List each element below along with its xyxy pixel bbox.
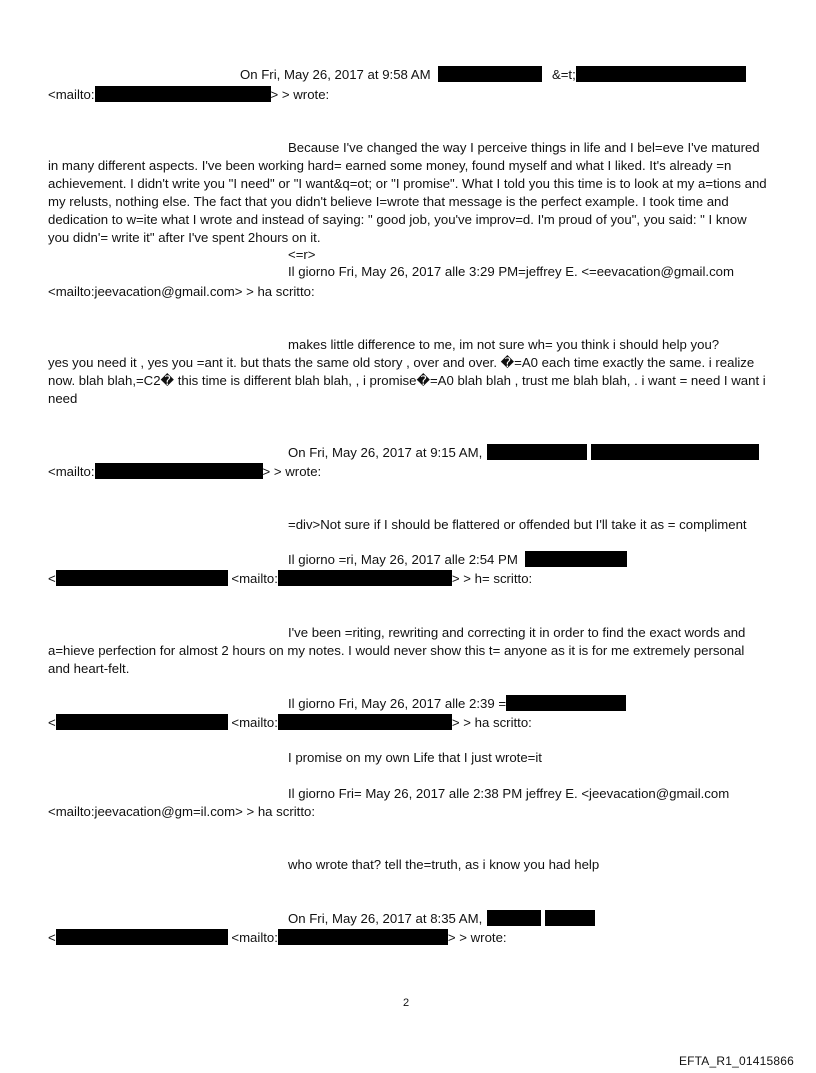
message-text: who wrote that? tell the=truth, as i know you had help — [288, 857, 600, 872]
redaction-block — [56, 570, 228, 586]
header-line — [288, 551, 627, 569]
header-line — [48, 714, 532, 732]
redaction-block — [591, 444, 759, 460]
redaction-block — [487, 444, 587, 460]
header-line — [48, 570, 532, 588]
message-text: a=hieve perfection for almost 2 hours on my notes. I would never show this t= anyone as it is for me extremely personal and heart-felt. — [48, 643, 745, 676]
angle-bracket: < — [48, 930, 56, 945]
mailto-prefix: <mailto: — [48, 464, 95, 479]
angle-bracket: < — [48, 715, 56, 730]
header-wrote: > > wrote: — [262, 464, 322, 479]
redaction-block — [56, 929, 228, 945]
header-date: On Fri, May 26, 2017 at 8:35 AM, — [288, 911, 483, 926]
header-line: Il giorno Fri, May 26, 2017 alle 3:29 PM=jeffrey E. <=eevacation@gmail.com — [288, 264, 734, 279]
mailto-prefix: <mailto: — [48, 87, 95, 102]
redaction-block — [576, 66, 746, 82]
redaction-block — [278, 714, 452, 730]
header-date: On Fri, May 26, 2017 at 9:58 AM — [240, 67, 431, 82]
header-wrote: > > h= scritto: — [451, 571, 533, 586]
redaction-block — [487, 910, 541, 926]
message-body — [48, 139, 770, 247]
header-line — [240, 66, 746, 84]
message-first-line: Because I've changed the way I perceive things in life and I bel=eve I've matured — [288, 140, 760, 155]
redaction-block — [525, 551, 627, 567]
header-line: <mailto:jeevacation@gmail.com> > ha scritto: — [48, 284, 315, 299]
header-line: Il giorno Fri= May 26, 2017 alle 2:38 PM jeffrey E. <jeevacation@gmail.com — [288, 786, 730, 801]
redaction-block — [95, 463, 263, 479]
page-number: 2 — [403, 997, 410, 1009]
header-line — [288, 910, 595, 928]
redaction-block — [278, 570, 452, 586]
angle-bracket: < — [48, 571, 56, 586]
redaction-block — [278, 929, 448, 945]
redaction-block — [438, 66, 542, 82]
header-wrote: > > wrote: — [447, 930, 507, 945]
header-date: On Fri, May 26, 2017 at 9:15 AM, — [288, 445, 483, 460]
header-wrote: > > ha scritto: — [451, 715, 532, 730]
mailto-prefix: <mailto: — [231, 930, 278, 945]
message-first-line: I've been =riting, rewriting and correcting it in order to find the exact words and — [288, 625, 746, 640]
header-wrote: > > wrote: — [270, 87, 330, 102]
message-text: in many different aspects. I've been working hard= earned some money, found myself and what I liked. It's already =n achievement. I didn't write you "I need" or "I want&q=ot; or "I promise". What I told you this time is to look at my a=tions and my relusts, nothing else. The fact that you didn't believe I=wrote that message is the perfect example. I took time and dedication to w=ite what I wrote and instead of saying: " good job, you've improv=d. I'm proud of you", you said: " I know you didn'= write it" after I've spent 2hours on it. — [48, 158, 767, 245]
message-body — [48, 624, 770, 678]
redaction-block — [545, 910, 595, 926]
redaction-block — [506, 695, 626, 711]
redaction-block — [95, 86, 271, 102]
mailto-prefix: <mailto: — [231, 571, 278, 586]
message-text: I promise on my own Life that I just wrote=it — [288, 750, 542, 765]
header-date: Il giorno Fri, May 26, 2017 alle 2:39 = — [288, 696, 507, 711]
header-line — [288, 444, 759, 462]
header-fragment: &=t; — [551, 67, 576, 82]
message-text: =div>Not sure if I should be flattered or offended but I'll take it as = compliment — [288, 517, 747, 532]
header-date: Il giorno =ri, May 26, 2017 alle 2:54 PM — [288, 552, 518, 567]
message-text: yes you need it , yes you =ant it. but thats the same old story , over and over. �=A0 each time exactly the same. i realize now. blah blah,=C2� this time is different blah blah, , i promise�=A0 blah blah , trust me blah blah, . i want = need I want i need — [48, 355, 766, 406]
redaction-block — [56, 714, 228, 730]
message-first-line: makes little difference to me, im not sure wh= you think i should help you? — [288, 337, 720, 352]
header-line — [48, 86, 329, 104]
header-line — [48, 929, 507, 947]
header-line — [48, 463, 321, 481]
header-line — [288, 695, 626, 713]
message-body — [48, 336, 770, 408]
header-line: <mailto:jeevacation@gm=il.com> > ha scritto: — [48, 804, 316, 819]
bates-number: EFTA_R1_01415866 — [678, 1054, 794, 1068]
stray-tag: <=r> — [288, 247, 316, 262]
mailto-prefix: <mailto: — [231, 715, 278, 730]
